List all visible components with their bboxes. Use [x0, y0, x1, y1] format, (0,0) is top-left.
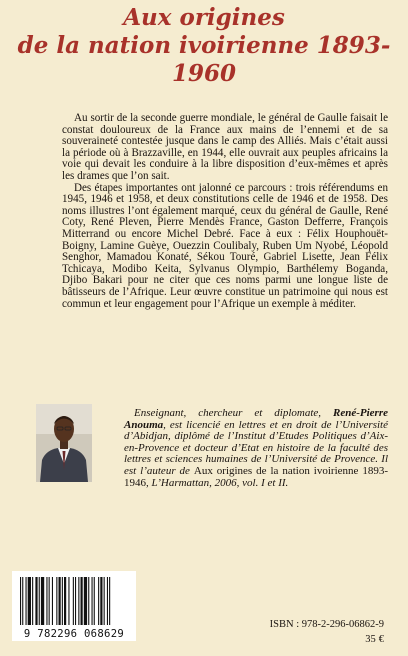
barcode-bar: [88, 577, 89, 625]
price-amount: 35: [365, 634, 376, 645]
barcode-digits: 9 782296 068629: [23, 628, 125, 640]
barcode-bar: [78, 577, 79, 625]
author-name: René-Pierre Anouma: [124, 407, 388, 431]
barcode-bar: [75, 577, 76, 625]
barcode-bar: [62, 577, 63, 625]
barcode-bar: [94, 577, 95, 625]
barcode-bar: [52, 577, 53, 625]
barcode-bar: [64, 577, 66, 625]
barcode-bar: [32, 577, 33, 625]
book-title: Aux origines de la nation ivoirienne 1893-1946: [124, 464, 389, 489]
barcode-bar: [68, 577, 69, 625]
price: [365, 634, 384, 645]
barcode-bar: [73, 577, 74, 625]
barcode-bar: [56, 577, 57, 625]
summary-paragraph: Au sortir de la seconde guerre mondiale, le général de Gaulle faisait le constat douloureux de la France aux mains de l’ennemi et de sa souveraineté contestée jusque dans le camp des Alliés. Mais c’était aussi la période où à Brazzaville, en 1944, elle ouvrait aux peuples africains la voie qui devait les conduire à la libre disposition d’eux-mêmes et après les drames que l’on sait.: [62, 112, 388, 182]
bio-body: , est licencié en lettres et en droit de l’Université d’Abidjan, diplômé de l’Institut d’Etudes Politiques d’Aix-en-Provence et docteur d’Etat en histoire de la faculté des lettres et sciences humaines de l’Université de Provence. Il est l’auteur de: [124, 418, 388, 477]
isbn: ISBN : 978-2-296-06862-9: [269, 619, 384, 630]
bio-intro: Enseignant, chercheur et diplomate,: [134, 407, 322, 419]
barcode-bar: [59, 577, 61, 625]
title-line-2: de la nation ivoirienne 1893-1960: [17, 32, 391, 87]
barcode-bar: [92, 577, 93, 625]
barcode-bar: [20, 577, 21, 625]
barcode-bars: [12, 573, 136, 629]
barcode-bar: [28, 577, 31, 625]
barcode-bar: [22, 577, 23, 625]
summary-paragraph: Des étapes importantes ont jalonné ce parcours : trois référendums en 1945, 1946 et 1958, et deux constitutions celle de 1946 et de 1958. Des noms illustres l’ont également marqué, ceux du général de Gaulle, René Coty, René Pleven, Pierre Mendès France, Gaston Defferre, François Mitterrand ou encore Michel Debré. Face à eux : Félix Houphouët-Boigny, Lamine Guèye, Ouezzin Coulibaly, Ruben Um Nyobé, Léopold Senghor, Mamadou Konaté, Sékou Touré, Gabriel Lisette, Jean Félix Tchicaya, Modibo Keita, Sylvanus Olympio, Barthélemy Boganda, Djibo Bakari pour ne citer que ces noms parmi une longue liste de bâtisseurs de l’Afrique. Leur œuvre constitue un patrimoine qui nous est commun et leur engagement pour l’Afrique un exemple à méditer.: [62, 181, 388, 310]
barcode-bar: [109, 577, 110, 625]
barcode: [12, 571, 136, 641]
author-portrait: [36, 404, 92, 482]
barcode-bar: [100, 577, 102, 625]
barcode-bar: [46, 577, 47, 625]
back-cover-summary: [62, 113, 388, 310]
barcode-bar: [26, 577, 27, 625]
barcode-bar: [39, 577, 40, 625]
barcode-bar: [41, 577, 44, 625]
author-portrait-image: [36, 404, 92, 482]
title-line-1: Aux origines: [123, 4, 285, 31]
barcode-bar: [49, 577, 50, 625]
author-biography: [124, 408, 388, 489]
barcode-bar: [98, 577, 99, 625]
bio-paragraph: [124, 408, 388, 489]
barcode-bar: [107, 577, 108, 625]
barcode-bar: [35, 577, 37, 625]
price-currency: €: [378, 634, 384, 645]
barcode-bar: [81, 577, 83, 625]
barcode-bar: [84, 577, 87, 625]
bio-publisher: , L’Harmattan, 2006, vol. I et II.: [146, 476, 289, 489]
barcode-bar: [104, 577, 105, 625]
